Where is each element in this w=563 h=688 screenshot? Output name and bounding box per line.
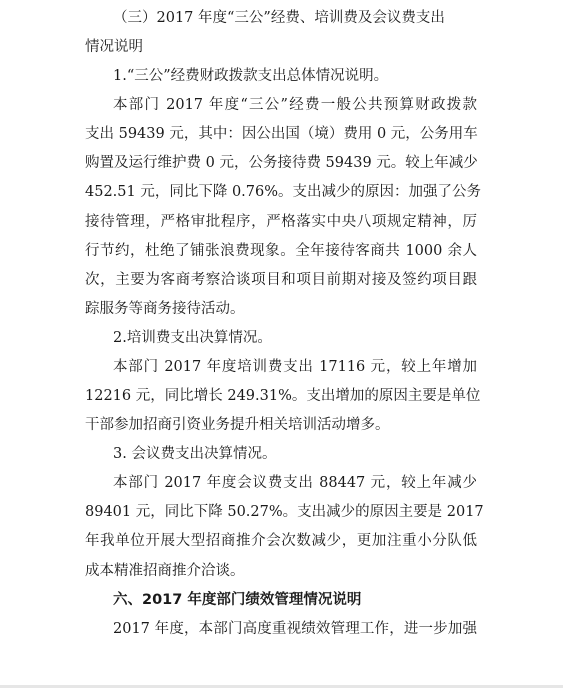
subheading-meeting: 3. 会议费支出决算情况。: [113, 446, 277, 462]
paragraph-line: 本部门 2017 年度会议费支出 88447 元，较上年减少: [113, 475, 477, 491]
paragraph-line: 89401 元，同比下降 50.27%。支出减少的原因主要是 2017: [85, 504, 484, 520]
paragraph-line: 本部门 2017 年度“三公”经费一般公共预算财政拨款: [113, 97, 477, 113]
paragraph-line: 年我单位开展大型招商推介会次数减少，更加注重小分队低: [85, 533, 477, 549]
paragraph-line: 2017 年度，本部门高度重视绩效管理工作，进一步加强: [113, 621, 477, 637]
paragraph-line: 干部参加招商引资业务提升相关培训活动增多。: [85, 417, 390, 433]
section-heading-line-2: 情况说明: [85, 39, 143, 55]
paragraph-line: 行节约，杜绝了铺张浪费现象。全年接待客商共 1000 余人: [85, 243, 477, 259]
paragraph-line: 支出 59439 元，其中：因公出国（境）费用 0 元，公务用车: [85, 126, 478, 142]
paragraph-line: 成本精准招商推介洽谈。: [85, 563, 245, 579]
section-heading-line-1: （三）2017 年度“三公”经费、培训费及会议费支出: [113, 10, 445, 26]
section-heading-performance: 六、2017 年度部门绩效管理情况说明: [113, 592, 362, 608]
subheading-three-public: 1.“三公”经费财政拨款支出总体情况说明。: [113, 68, 389, 84]
paragraph-line: 12216 元，同比增长 249.31%。支出增加的原因主要是单位: [85, 388, 481, 404]
paragraph-line: 接待管理，严格审批程序，严格落实中央八项规定精神，厉: [85, 214, 477, 230]
paragraph-line: 购置及运行维护费 0 元，公务接待费 59439 元。较上年减少: [85, 155, 478, 171]
paragraph-line: 次，主要为客商考察洽谈项目和项目前期对接及签约项目跟: [85, 272, 477, 288]
paragraph-line: 本部门 2017 年度培训费支出 17116 元，较上年增加: [113, 359, 477, 375]
paragraph-line: 踪服务等商务接待活动。: [85, 301, 245, 317]
subheading-training: 2.培训费支出决算情况。: [113, 330, 272, 346]
paragraph-line: 452.51 元，同比下降 0.76%。支出减少的原因：加强了公务: [85, 184, 482, 200]
